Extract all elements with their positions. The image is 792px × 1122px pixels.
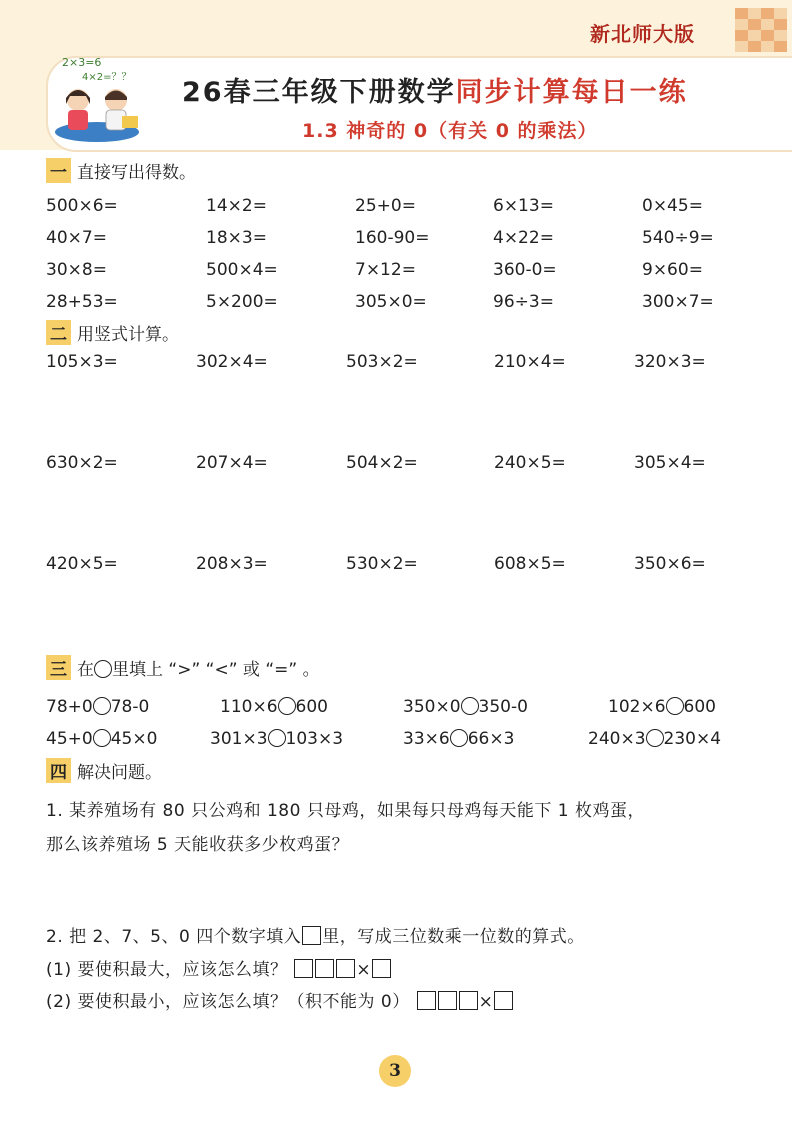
title-black: 26春三年级下册数学: [182, 77, 456, 108]
oral-calc-item: 0×45=: [642, 196, 703, 216]
title-red: 同步计算每日一练: [455, 77, 688, 108]
page-subtitle: 1.3 神奇的 0（有关 0 的乘法）: [302, 120, 598, 142]
oral-calc-item: 14×2=: [206, 196, 267, 216]
compare-right: 230×4: [663, 729, 722, 749]
compare-left: 240×3: [588, 729, 646, 749]
oral-calc-item: 500×4=: [206, 260, 278, 280]
compare-item: [403, 729, 514, 749]
compare-right: 350-0: [478, 697, 528, 717]
times-sign: ×: [478, 992, 494, 1012]
compare-right: 600: [683, 697, 716, 717]
problem2-q2-text: (2) 要使积最小，应该怎么填？（积不能为 0）: [46, 992, 410, 1012]
oral-calc-item: 6×13=: [493, 196, 554, 216]
checker-decoration: [735, 8, 787, 52]
oral-calc-item: 7×12=: [355, 260, 416, 280]
vertical-calc-item: 208×3=: [196, 554, 268, 574]
vertical-calc-item: 240×5=: [494, 453, 566, 473]
answer-box[interactable]: [315, 959, 334, 978]
vertical-calc-item: 302×4=: [196, 352, 268, 372]
compare-item: [608, 697, 716, 717]
kids-illustration: [52, 52, 147, 144]
vertical-calc-item: 530×2=: [346, 554, 418, 574]
oral-calc-item: 360-0=: [493, 260, 557, 280]
oral-calc-item: 25+0=: [355, 196, 416, 216]
compare-circle[interactable]: [450, 729, 468, 747]
problem1-line2: 那么该养殖场 5 天能收获多少枚鸡蛋？: [46, 835, 350, 855]
compare-right: 45×0: [110, 729, 158, 749]
section3-title-a: 在: [77, 660, 94, 680]
compare-left: 78+0: [46, 697, 93, 717]
oral-calc-item: 305×0=: [355, 292, 427, 312]
oral-calc-item: 40×7=: [46, 228, 107, 248]
section3-number: 三: [46, 655, 71, 680]
problem2-text-a: 2. 把 2、7、5、0 四个数字填入: [46, 927, 302, 947]
illustration-text-1: 2×3=6: [62, 56, 102, 69]
answer-box[interactable]: [372, 959, 391, 978]
compare-item: [46, 729, 157, 749]
section1-heading: [46, 158, 196, 183]
section2-title: 用竖式计算。: [77, 325, 179, 345]
answer-box[interactable]: [417, 991, 436, 1010]
compare-circle[interactable]: [268, 729, 286, 747]
vertical-calc-item: 420×5=: [46, 554, 118, 574]
compare-right: 66×3: [467, 729, 515, 749]
answer-box: [302, 926, 321, 945]
compare-left: 350×0: [403, 697, 461, 717]
compare-right: 600: [295, 697, 328, 717]
vertical-calc-item: 210×4=: [494, 352, 566, 372]
vertical-calc-item: 630×2=: [46, 453, 118, 473]
vertical-calc-item: 320×3=: [634, 352, 706, 372]
compare-left: 110×6: [220, 697, 278, 717]
answer-box[interactable]: [336, 959, 355, 978]
vertical-calc-item: 608×5=: [494, 554, 566, 574]
oral-calc-item: 30×8=: [46, 260, 107, 280]
oral-calc-item: 5×200=: [206, 292, 278, 312]
section3-heading: [46, 655, 320, 680]
oral-calc-item: 96÷3=: [493, 292, 554, 312]
vertical-calc-item: 350×6=: [634, 554, 706, 574]
oral-calc-item: 160-90=: [355, 228, 430, 248]
section2-heading: [46, 320, 179, 345]
compare-item: [46, 697, 149, 717]
page-number: 3: [379, 1055, 411, 1087]
compare-right: 103×3: [285, 729, 344, 749]
section1-title: 直接写出得数。: [77, 163, 196, 183]
section1-number: 一: [46, 158, 71, 183]
section4-title: 解决问题。: [77, 763, 162, 783]
answer-box[interactable]: [494, 991, 513, 1010]
problem2-q1-text: (1) 要使积最大，应该怎么填？: [46, 960, 288, 980]
compare-left: 102×6: [608, 697, 666, 717]
section4-number: 四: [46, 758, 71, 783]
illustration-text-2: 4×2=？？: [82, 72, 132, 83]
answer-box[interactable]: [294, 959, 313, 978]
compare-item: [403, 697, 528, 717]
compare-left: 33×6: [403, 729, 450, 749]
times-sign: ×: [356, 960, 372, 980]
oral-calc-item: 540÷9=: [642, 228, 714, 248]
oral-calc-item: 28+53=: [46, 292, 118, 312]
compare-circle[interactable]: [461, 697, 479, 715]
section3-title-b: 里填上 “>” “<” 或 “=” 。: [112, 660, 320, 680]
oral-calc-item: 500×6=: [46, 196, 118, 216]
compare-item: [210, 729, 343, 749]
compare-left: 45+0: [46, 729, 93, 749]
oral-calc-item: 18×3=: [206, 228, 267, 248]
compare-left: 301×3: [210, 729, 268, 749]
answer-box[interactable]: [459, 991, 478, 1010]
compare-circle[interactable]: [666, 697, 684, 715]
oral-calc-item: 9×60=: [642, 260, 703, 280]
section4-heading: [46, 758, 162, 783]
vertical-calc-item: 207×4=: [196, 453, 268, 473]
compare-circle[interactable]: [278, 697, 296, 715]
circle-blank: [94, 660, 112, 678]
vertical-calc-item: 504×2=: [346, 453, 418, 473]
answer-box[interactable]: [438, 991, 457, 1010]
page-title: [182, 70, 688, 109]
vertical-calc-item: 105×3=: [46, 352, 118, 372]
compare-right: 78-0: [110, 697, 150, 717]
compare-circle[interactable]: [93, 697, 111, 715]
vertical-calc-item: 503×2=: [346, 352, 418, 372]
oral-calc-item: 300×7=: [642, 292, 714, 312]
edition-label: 新北师大版: [590, 22, 695, 46]
problem1-line1: 1. 某养殖场有 80 只公鸡和 180 只母鸡，如果每只母鸡每天能下 1 枚鸡蛋，: [46, 801, 645, 821]
compare-circle[interactable]: [93, 729, 111, 747]
problem2-q2: [46, 987, 514, 1012]
compare-circle[interactable]: [646, 729, 664, 747]
compare-item: [588, 729, 721, 749]
oral-calc-item: 4×22=: [493, 228, 554, 248]
vertical-calc-item: 305×4=: [634, 453, 706, 473]
section2-number: 二: [46, 320, 71, 345]
problem2-line1: [46, 922, 585, 947]
problem2-text-b: 里，写成三位数乘一位数的算式。: [322, 927, 585, 947]
compare-item: [220, 697, 328, 717]
problem2-q1: [46, 955, 392, 980]
